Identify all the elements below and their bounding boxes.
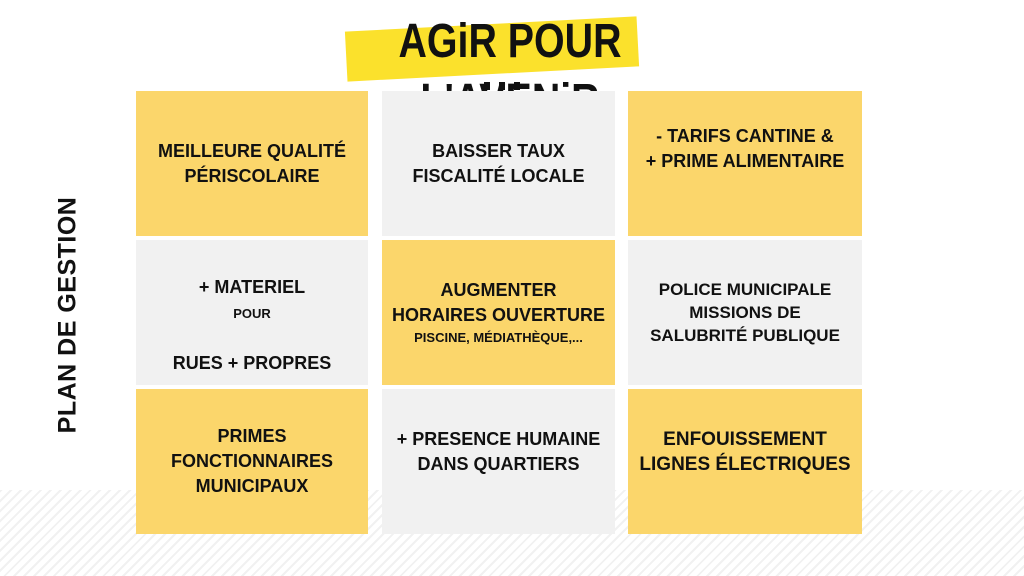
- dot: [499, 82, 505, 90]
- card-horaires: [382, 240, 615, 385]
- side-label: PLAN DE GESTION: [53, 196, 82, 434]
- card-line: RUES + PROPRES: [172, 352, 332, 373]
- card-line: + MATERIEL: [198, 276, 306, 297]
- card-text: [173, 250, 332, 376]
- card-text: + PRESENCE HUMAINE DANS QUARTIERS: [396, 428, 601, 474]
- card-line: AUGMENTER HORAIRES OUVERTURE: [391, 279, 606, 325]
- card-text: PRIMES FONCTIONNAIRES MUNICIPAUX: [171, 426, 333, 496]
- dot: [484, 82, 490, 90]
- card-text: [392, 253, 605, 373]
- card-subline: PISCINE, MÉDIATHÈQUE,...: [414, 329, 583, 345]
- card-line-small: POUR: [233, 305, 271, 321]
- card-text: POLICE MUNICIPALE MISSIONS DE SALUBRITÉ PUBLIQUE: [650, 280, 840, 345]
- card-text: BAISSER TAUX FISCALITÉ LOCALE: [412, 140, 585, 186]
- title-block: [300, 6, 720, 86]
- card-primes: [136, 389, 368, 534]
- card-text: - TARIFS CANTINE & + PRIME ALIMENTAIRE: [645, 125, 845, 171]
- card-materiel: [136, 240, 368, 385]
- card-cantine: [628, 91, 862, 236]
- card-text: ENFOUISSEMENT LIGNES ÉLECTRIQUES: [639, 428, 851, 475]
- card-text: MEILLEURE QUALITÉ PÉRISCOLAIRE: [158, 140, 346, 186]
- card-police: [628, 240, 862, 385]
- title-dots: [484, 82, 528, 90]
- dot: [514, 82, 520, 90]
- card-enfouissement: [628, 389, 862, 534]
- card-fiscalite: [382, 91, 615, 236]
- page-title: AGiR POUR: [398, 15, 622, 68]
- card-periscolaire: [136, 91, 368, 236]
- card-presence: [382, 389, 615, 534]
